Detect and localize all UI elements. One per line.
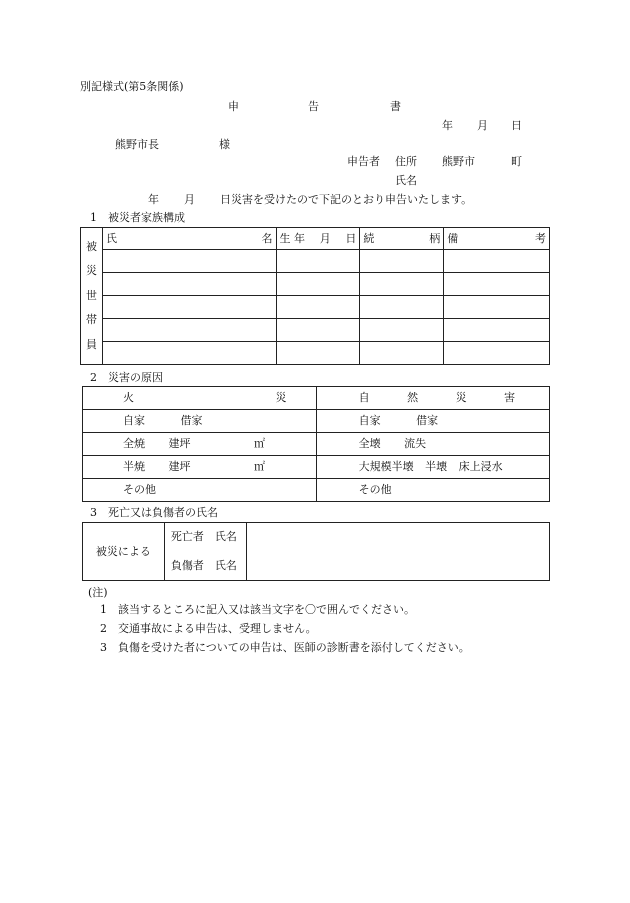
section1-heading: 1 被災者家族構成 (90, 211, 185, 224)
cause-row (83, 479, 550, 502)
fire-header (83, 387, 317, 410)
half-collapse[interactable]: 半壊 (425, 460, 448, 473)
casualty-names-cell[interactable] (246, 523, 549, 581)
side-char: 員 (85, 337, 97, 351)
remarks-cell[interactable] (444, 342, 550, 365)
remarks-cell[interactable] (444, 273, 550, 296)
remarks-cell[interactable] (444, 250, 550, 273)
date-year-label: 年 (442, 119, 453, 132)
applicant-name-label: 氏名 (395, 174, 417, 187)
col-birth-a: 生 年 (279, 231, 306, 245)
total-burn[interactable]: 全焼 (123, 437, 145, 450)
title-char-1: 申 (228, 100, 239, 113)
injury-label: 負傷者 氏名 (164, 552, 246, 581)
applicant-town: 町 (511, 155, 522, 168)
nat-char-2: 然 (407, 391, 419, 404)
family-table-header (81, 228, 550, 250)
casualty-side-label: 被災による (83, 523, 165, 581)
col-header-name (102, 228, 276, 250)
date-day-label: 日 (511, 119, 522, 132)
nat-char-4: 害 (504, 391, 516, 404)
table-row (81, 342, 550, 365)
nat-total-cell[interactable] (316, 433, 549, 456)
applicant-city: 熊野市 (442, 155, 475, 168)
table-row (81, 296, 550, 319)
large-scale-half-collapse[interactable]: 大規模半壊 (358, 460, 414, 473)
statement-year: 年 (148, 193, 159, 206)
col-rem-a: 備 (447, 231, 459, 245)
natural-disaster-header (316, 387, 549, 410)
side-char: 帯 (85, 313, 97, 327)
birthdate-cell[interactable] (276, 273, 360, 296)
affected-household-label (81, 228, 103, 365)
statement-text: 日災害を受けたので下記のとおり申告いたします。 (220, 193, 473, 206)
nat-rented-house[interactable]: 借家 (416, 414, 439, 427)
birthdate-cell[interactable] (276, 319, 360, 342)
section2-heading: 2 災害の原因 (90, 371, 163, 384)
side-char: 世 (85, 288, 97, 302)
birthdate-cell[interactable] (276, 296, 360, 319)
cause-row (83, 456, 550, 479)
relationship-cell[interactable] (360, 342, 444, 365)
col-name-a: 氏 (105, 231, 117, 245)
side-char: 被 (85, 239, 97, 253)
cause-table (82, 386, 550, 502)
nat-other[interactable]: その他 (358, 483, 392, 496)
fire-char-2: 災 (275, 391, 287, 404)
name-cell[interactable] (102, 250, 276, 273)
relationship-cell[interactable] (360, 319, 444, 342)
statement-month: 月 (184, 193, 195, 206)
note-item-1: 1 該当するところに記入又は該当文字を〇で囲んでください。 (100, 603, 415, 616)
title-char-3: 書 (390, 100, 401, 113)
relationship-cell[interactable] (360, 250, 444, 273)
fire-rented-house[interactable]: 借家 (180, 414, 203, 427)
fire-half-cell[interactable] (83, 456, 317, 479)
half-burn[interactable]: 半焼 (123, 460, 145, 473)
death-row (83, 523, 550, 552)
remarks-cell[interactable] (444, 296, 550, 319)
section3-heading: 3 死亡又は負傷者の氏名 (90, 506, 218, 519)
table-row (81, 273, 550, 296)
side-char: 災 (85, 264, 97, 278)
casualty-table (82, 522, 550, 581)
form-number-label: 別記様式(第5条関係) (80, 80, 184, 93)
relationship-cell[interactable] (360, 273, 444, 296)
nat-char-1: 自 (358, 391, 370, 404)
addressee-mayor: 熊野市長 (115, 138, 159, 151)
note-item-2: 2 交通事故による申告は、受理しません。 (100, 622, 317, 635)
name-cell[interactable] (102, 319, 276, 342)
fire-other-cell[interactable] (83, 479, 317, 502)
col-name-b: 名 (261, 231, 273, 245)
fire-ownership-cell[interactable] (83, 410, 317, 433)
nat-half-cell[interactable] (316, 456, 549, 479)
col-birth-c: 日 (345, 231, 357, 245)
nat-own-house[interactable]: 自家 (358, 414, 381, 427)
name-cell[interactable] (102, 273, 276, 296)
floor-area-label: 建坪 (168, 437, 191, 450)
document-title (0, 100, 630, 114)
remarks-cell[interactable] (444, 319, 550, 342)
col-birth-b: 月 (319, 231, 331, 245)
cause-row (83, 410, 550, 433)
col-rel-b: 柄 (429, 231, 441, 245)
title-char-2: 告 (308, 100, 319, 113)
fire-own-house[interactable]: 自家 (123, 414, 145, 427)
nat-char-3: 災 (455, 391, 467, 404)
date-month-label: 月 (477, 119, 488, 132)
fire-char-1: 火 (123, 391, 134, 404)
applicant-label: 申告者 (347, 155, 380, 168)
table-row (81, 250, 550, 273)
nat-other-cell[interactable] (316, 479, 549, 502)
cause-header-row (83, 387, 550, 410)
col-rel-a: 続 (363, 231, 375, 245)
applicant-address-label: 住所 (395, 155, 417, 168)
col-rem-b: 考 (535, 231, 546, 245)
cause-row (83, 433, 550, 456)
name-cell[interactable] (102, 296, 276, 319)
sqm-unit: ㎡ (254, 460, 265, 473)
family-table (80, 227, 550, 365)
birthdate-cell[interactable] (276, 250, 360, 273)
col-header-remarks (444, 228, 550, 250)
birthdate-cell[interactable] (276, 342, 360, 365)
fire-other[interactable]: その他 (123, 483, 156, 496)
sqm-unit: ㎡ (254, 437, 265, 450)
death-label: 死亡者 氏名 (164, 523, 246, 552)
total-collapse[interactable]: 全壊 (358, 437, 381, 450)
washed-away[interactable]: 流失 (404, 437, 427, 450)
addressee-honorific: 様 (219, 138, 230, 151)
relationship-cell[interactable] (360, 296, 444, 319)
floor-area-label: 建坪 (168, 460, 191, 473)
note-item-3: 3 負傷を受けた者についての申告は、医師の診断書を添付してください。 (100, 641, 470, 654)
col-header-birthdate (276, 228, 360, 250)
nat-ownership-cell[interactable] (316, 410, 549, 433)
col-header-relationship (360, 228, 444, 250)
fire-total-cell[interactable] (83, 433, 317, 456)
above-floor-flooding[interactable]: 床上浸水 (458, 460, 503, 473)
notes-heading: (注) (88, 586, 108, 599)
table-row (81, 319, 550, 342)
name-cell[interactable] (102, 342, 276, 365)
